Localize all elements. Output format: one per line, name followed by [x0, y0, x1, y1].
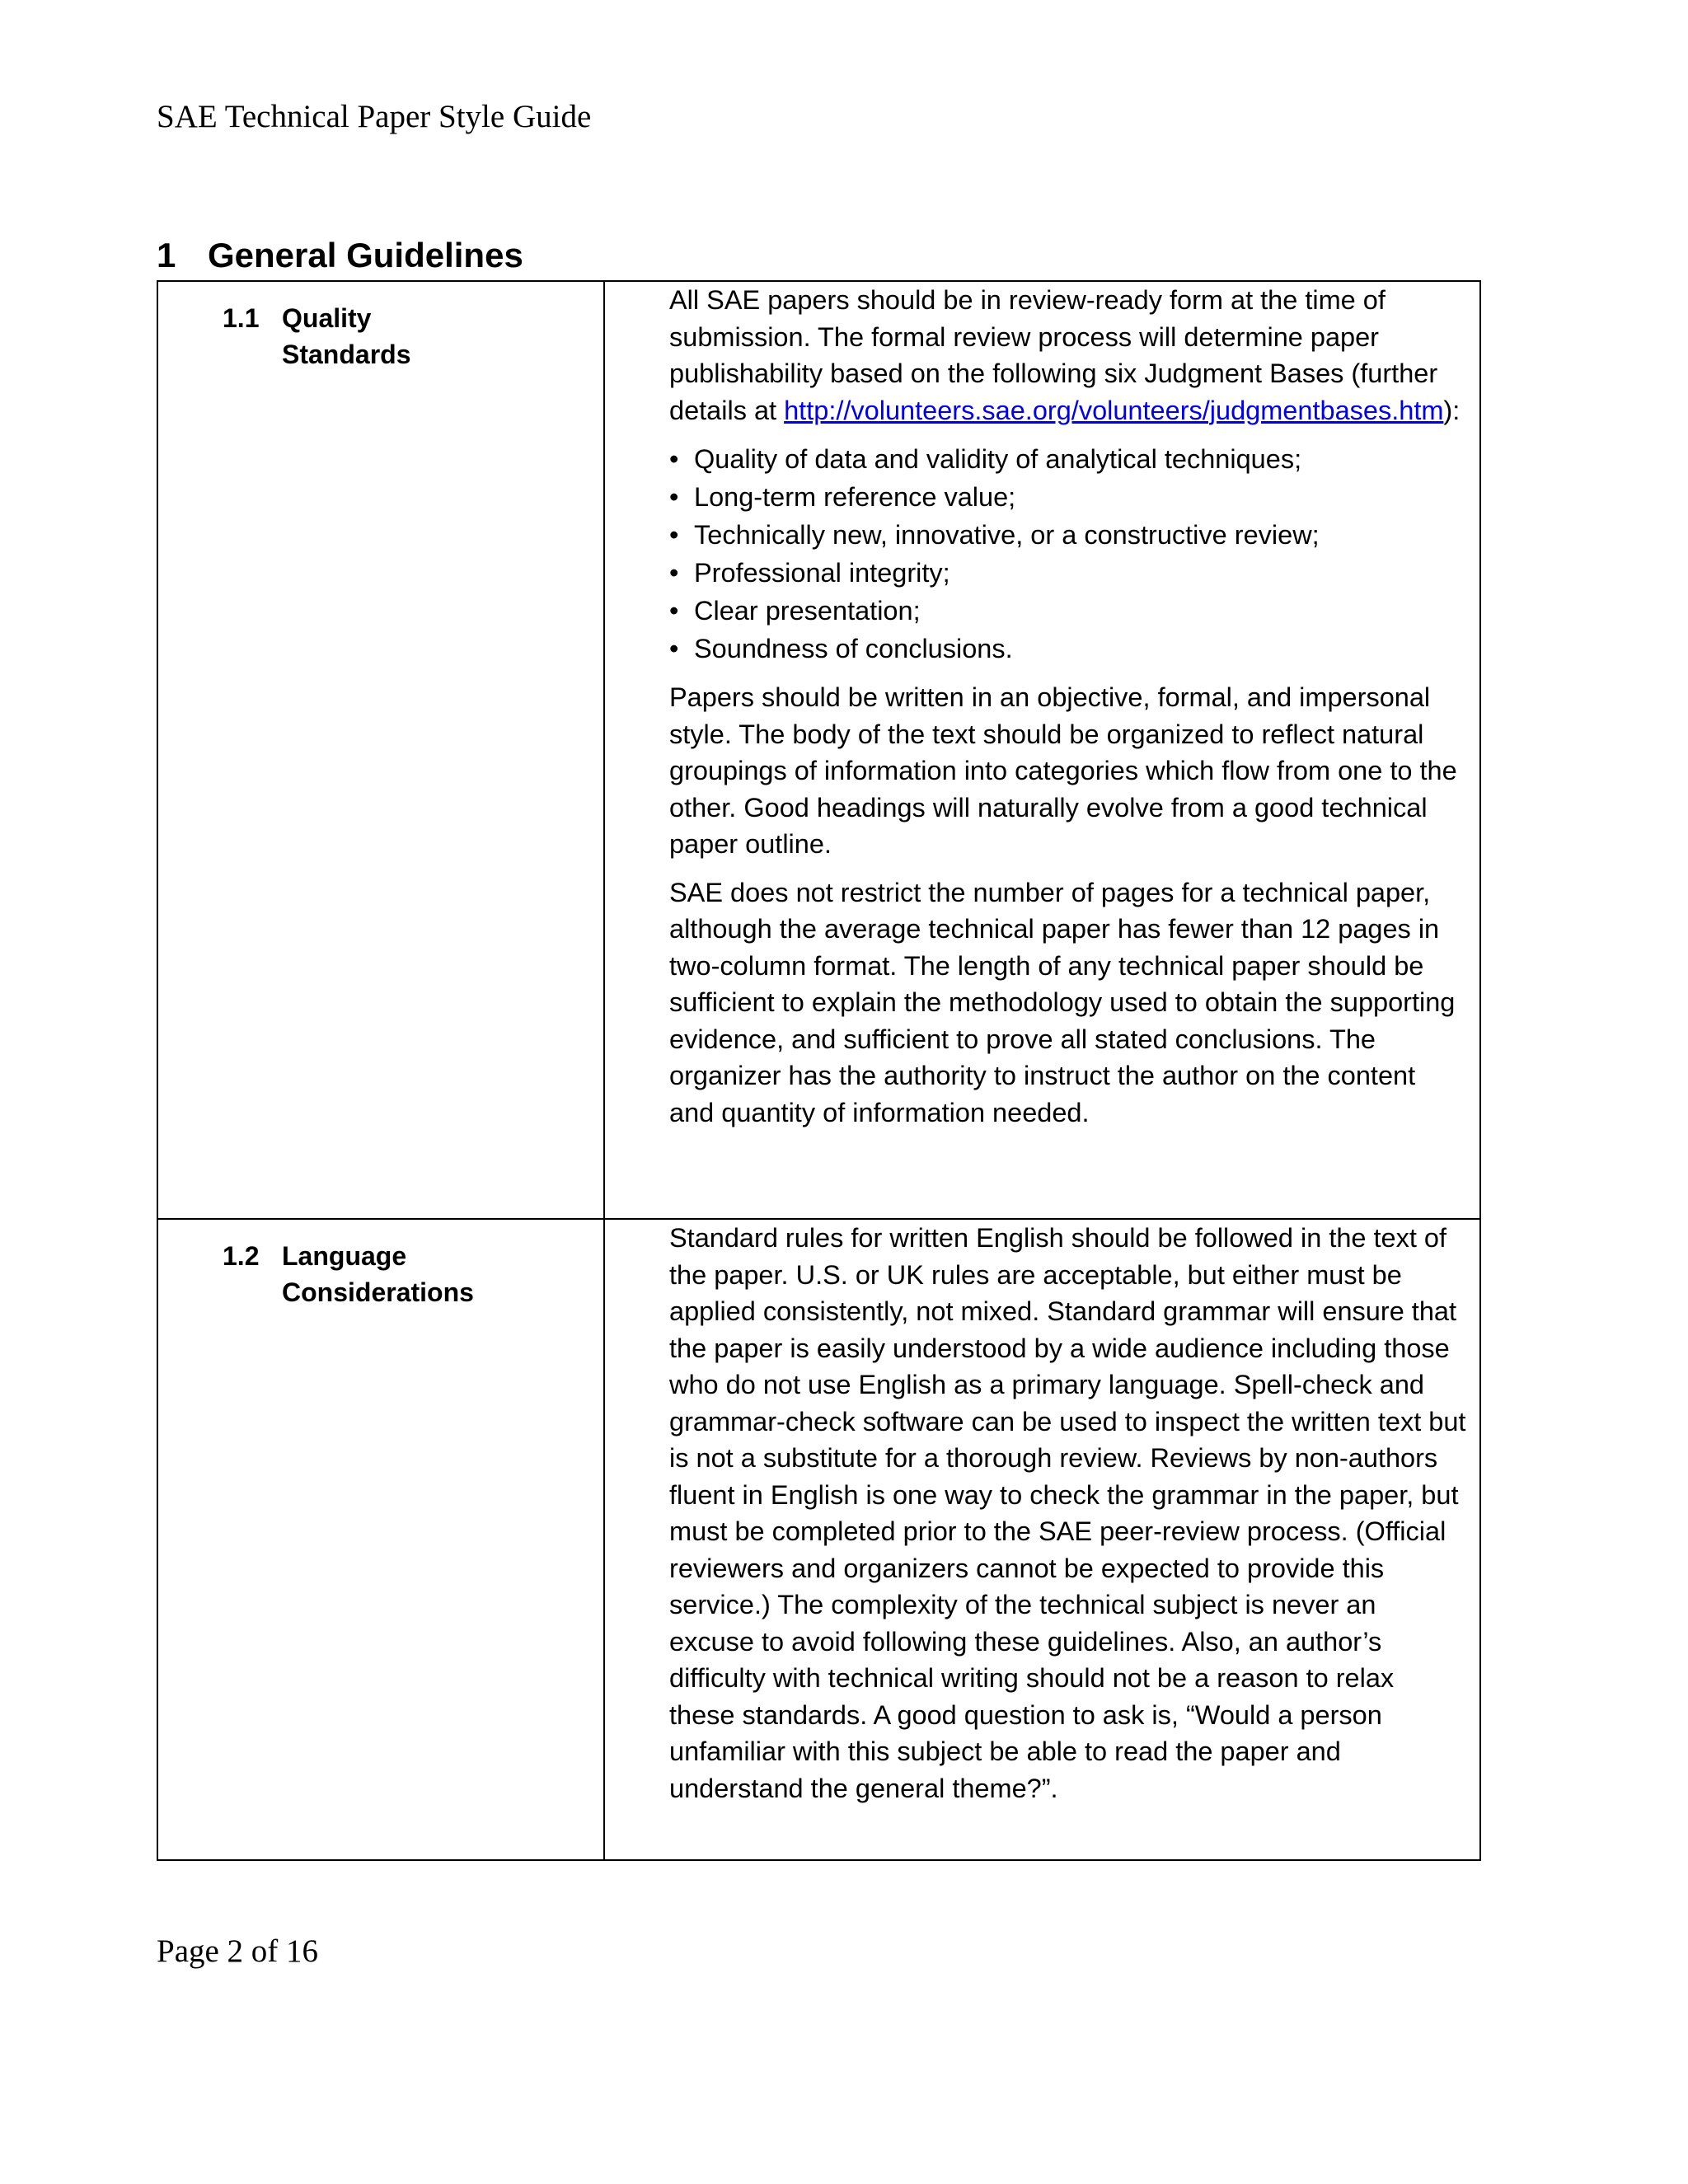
- subsection-heading: [223, 1238, 603, 1310]
- subsection-body: [605, 1220, 1479, 1807]
- list-item: [669, 478, 1466, 516]
- list-item-text: Technically new, innovative, or a constructive review;: [694, 520, 1320, 550]
- guidelines-table: [157, 280, 1481, 1861]
- section-heading: [157, 234, 523, 277]
- list-item: [669, 630, 1466, 668]
- bullet-icon: •: [669, 634, 679, 663]
- subsection-number: 1.2: [223, 1241, 260, 1271]
- content-cell: [604, 281, 1480, 1219]
- list-item-text: Long-term reference value;: [694, 482, 1016, 512]
- label-cell: [157, 281, 604, 1219]
- list-item: [669, 516, 1466, 554]
- subsection-number: 1.1: [223, 303, 260, 333]
- list-item: [669, 554, 1466, 592]
- intro-paragraph: [669, 282, 1466, 429]
- list-item: [669, 592, 1466, 630]
- list-item-text: Soundness of conclusions.: [694, 634, 1013, 663]
- bullet-icon: •: [669, 596, 679, 626]
- label-cell: [157, 1219, 604, 1860]
- link-suffix: ):: [1443, 395, 1461, 425]
- style-paragraph: Papers should be written in an objective, formal, and impersonal style. The body of the text should be organized to reflect natural groupings of information into categories which flow from one to the other. Good headings will naturally evolve from a good technical paper outline.: [669, 682, 1457, 859]
- judgment-bases-link[interactable]: http://volunteers.sae.org/volunteers/judgmentbases.htm: [784, 395, 1444, 425]
- language-paragraph: Standard rules for written English should be followed in the text of the paper. U.S. or UK rules are acceptable, but either must be applied consistently, not mixed. Standard grammar will ensure that the paper is easily understood by a wide audience including those who do not use English as a primary language. Spell-check and grammar-check software can be used to inspect the written text but is not a substitute for a thorough review. Reviews by non-authors fluent in English is one way to check the grammar in the paper, but must be completed prior to the SAE peer-review process. (Official reviewers and organizers cannot be expected to provide this service.) The complexity of the technical subject is never an excuse to avoid following these guidelines. Also, an author’s difficulty with technical writing should not be a reason to relax these standards. A good question to ask is, “Would a person unfamiliar with this subject be able to read the paper and understand the general theme?”.: [669, 1223, 1466, 1803]
- bullet-icon: •: [669, 520, 679, 550]
- length-paragraph: SAE does not restrict the number of pages for a technical paper, although the average technical paper has fewer than 12 pages in two-column format. The length of any technical paper should be sufficient to explain the methodology used to obtain the supporting evidence, and sufficient to prove all stated conclusions. The organizer has the authority to instruct the author on the content and quantity of information needed.: [669, 877, 1456, 1127]
- page-header: SAE Technical Paper Style Guide: [157, 99, 592, 134]
- subsection-body: [605, 282, 1479, 1131]
- bullet-icon: •: [669, 482, 679, 512]
- subsection-title: Language Considerations: [282, 1241, 474, 1307]
- subsection-heading: [223, 300, 603, 373]
- list-item-text: Quality of data and validity of analytical techniques;: [694, 444, 1302, 474]
- section-title: General Guidelines: [208, 236, 523, 274]
- list-item-text: Professional integrity;: [694, 558, 950, 588]
- section-number: 1: [157, 236, 176, 274]
- intro-text: All SAE papers should be in review-ready form at the time of submission. The formal review process will determine paper publishability based on the following six Judgment Bases (further details at: [669, 285, 1438, 425]
- table-row-language-considerations: [157, 1219, 1480, 1860]
- judgment-bases-list: [669, 440, 1466, 668]
- bullet-icon: •: [669, 444, 679, 474]
- subsection-title: Quality Standards: [282, 303, 411, 369]
- table-row-quality-standards: [157, 281, 1480, 1219]
- content-cell: [604, 1219, 1480, 1860]
- list-item: [669, 440, 1466, 478]
- bullet-icon: •: [669, 558, 679, 588]
- list-item-text: Clear presentation;: [694, 596, 921, 626]
- page-number: Page 2 of 16: [157, 1933, 319, 1969]
